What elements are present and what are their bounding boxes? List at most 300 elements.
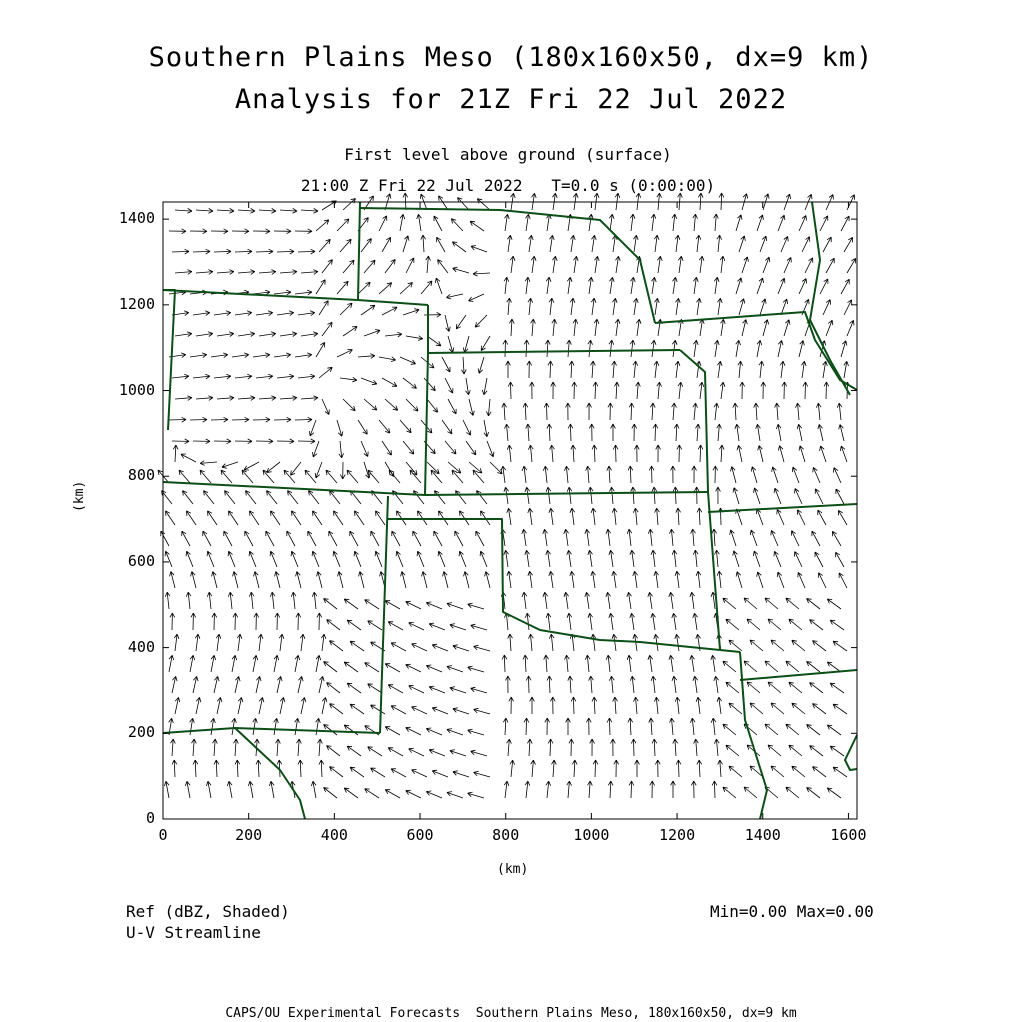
streamline-arrow	[776, 424, 781, 441]
streamline-arrow	[182, 531, 190, 546]
streamline-arrow	[612, 361, 617, 378]
streamline-arrow	[564, 592, 569, 609]
streamline-arrow	[474, 771, 490, 777]
streamline-arrow	[747, 682, 760, 693]
streamline-arrow	[756, 509, 763, 525]
streamline-arrow	[614, 760, 619, 777]
x-tick-label: 1400	[744, 826, 781, 844]
streamline-arrow	[438, 260, 448, 274]
streamline-arrow	[570, 508, 575, 525]
streamline-arrow	[343, 199, 356, 211]
streamline-arrow	[648, 529, 653, 546]
streamline-arrow	[507, 235, 512, 252]
streamline-arrow	[280, 208, 297, 213]
streamline-arrow	[391, 706, 406, 714]
streamline-arrow	[786, 787, 799, 798]
streamline-arrow	[502, 403, 507, 420]
streamline-arrow	[228, 592, 233, 609]
streamline-arrow	[235, 311, 252, 316]
streamline-arrow	[830, 746, 844, 756]
streamline-arrow	[815, 552, 823, 567]
streamline-arrow	[786, 661, 799, 672]
rio-grande	[235, 728, 305, 819]
streamline-layer	[158, 193, 856, 798]
streamline-arrow	[566, 403, 571, 420]
streamline-arrow	[196, 697, 201, 714]
streamline-arrow	[588, 214, 593, 231]
streamline-arrow	[711, 718, 716, 735]
streamline-arrow	[509, 319, 514, 336]
streamline-arrow	[630, 550, 635, 567]
streamline-arrow	[771, 530, 778, 546]
streamline-arrow	[566, 718, 571, 735]
streamline-arrow	[844, 300, 852, 315]
streamline-arrow	[791, 531, 799, 546]
streamline-arrow	[552, 319, 557, 336]
streamline-arrow	[448, 336, 454, 352]
y-tick-label: 0	[145, 809, 155, 827]
streamline-arrow	[693, 340, 698, 357]
streamline-arrow	[309, 420, 316, 436]
streamline-arrow	[443, 572, 448, 589]
streamline-arrow	[447, 792, 463, 798]
streamline-arrow	[298, 760, 303, 777]
streamline-arrow	[276, 739, 281, 756]
streamline-arrow	[501, 466, 506, 483]
kansas-missouri-line	[680, 350, 720, 650]
streamline-arrow	[674, 424, 679, 441]
streamline-arrow	[823, 361, 828, 378]
streamline-arrow	[547, 424, 552, 441]
streamline-arrow	[730, 530, 736, 546]
streamline-arrow	[164, 781, 169, 798]
streamline-arrow	[592, 697, 597, 714]
streamline-arrow	[190, 718, 195, 735]
streamline-arrow	[610, 277, 615, 294]
streamline-arrow	[655, 760, 660, 777]
streamline-arrow	[305, 470, 316, 483]
streamline-arrow	[543, 529, 548, 546]
streamline-arrow	[319, 676, 324, 693]
mississippi-river	[810, 202, 850, 395]
streamline-arrow	[461, 357, 466, 374]
streamline-arrow	[412, 770, 427, 778]
streamline-arrow	[340, 303, 352, 315]
streamline-arrow	[735, 424, 740, 441]
x-axis-label: (km)	[497, 862, 529, 877]
streamline-arrow	[358, 282, 370, 294]
streamline-arrow	[237, 634, 242, 651]
streamline-arrow	[445, 441, 456, 454]
streamline-arrow	[606, 655, 611, 672]
x-tick-label: 1200	[659, 826, 696, 844]
streamline-arrow	[344, 599, 358, 609]
streamline-arrow	[737, 445, 742, 462]
streamline-arrow	[232, 229, 249, 234]
streamline-arrow	[330, 767, 344, 777]
streamline-arrow	[549, 508, 554, 525]
streamline-arrow	[259, 396, 276, 401]
streamline-arrow	[453, 267, 469, 273]
streamline-arrow	[452, 242, 466, 252]
streamline-arrow	[526, 676, 531, 693]
streamline-arrow	[523, 403, 528, 420]
streamline-arrow	[571, 445, 576, 462]
streamline-arrow	[698, 445, 703, 462]
streamline-arrow	[651, 676, 656, 693]
streamline-arrow	[413, 531, 421, 546]
streamline-arrow	[170, 613, 175, 630]
streamline-arrow	[757, 278, 764, 294]
streamline-arrow	[442, 357, 450, 372]
streamline-arrow	[385, 790, 400, 798]
streamline-arrow	[672, 676, 677, 693]
streamline-arrow	[172, 760, 177, 777]
streamline-arrow	[807, 599, 820, 610]
streamline-arrow	[826, 258, 834, 273]
streamline-arrow	[733, 551, 739, 567]
streamline-arrow	[609, 676, 614, 693]
streamline-arrow	[274, 655, 279, 672]
streamline-arrow	[678, 382, 683, 399]
streamline-arrow	[403, 236, 409, 252]
streamline-arrow	[196, 270, 213, 275]
streamline-arrow	[453, 645, 469, 651]
streamline-arrow	[796, 403, 801, 420]
streamline-arrow	[322, 322, 332, 336]
streamline-arrow	[238, 332, 255, 337]
streamline-arrow	[456, 315, 466, 329]
streamline-arrow	[827, 725, 841, 735]
streamline-arrow	[657, 256, 662, 273]
streamline-arrow	[421, 281, 432, 294]
streamline-arrow	[327, 746, 340, 756]
streamline-arrow	[434, 531, 442, 546]
x-tick-label: 600	[406, 826, 434, 844]
streamline-arrow	[280, 270, 297, 275]
streamline-arrow	[271, 511, 281, 525]
streamline-arrow	[524, 718, 529, 735]
streamline-arrow	[470, 221, 484, 231]
new-mexico-south-line	[163, 728, 380, 733]
streamline-arrow	[712, 781, 717, 798]
streamline-arrow	[774, 551, 781, 567]
streamline-arrow	[448, 399, 456, 414]
streamline-arrow	[765, 661, 778, 672]
streamline-arrow	[733, 403, 738, 420]
streamline-arrow	[508, 634, 513, 651]
streamline-arrow	[841, 341, 847, 357]
streamline-arrow	[651, 550, 656, 567]
streamline-arrow	[344, 725, 358, 735]
streamline-arrow	[165, 551, 172, 567]
streamline-arrow	[736, 340, 741, 357]
streamline-arrow	[818, 424, 823, 441]
streamline-arrow	[609, 613, 614, 630]
streamline-arrow	[169, 229, 186, 234]
streamline-arrow	[190, 655, 195, 672]
streamline-arrow	[321, 634, 326, 651]
streamline-arrow	[720, 256, 725, 273]
streamline-arrow	[225, 491, 236, 504]
streamline-arrow	[406, 258, 414, 273]
streamline-arrow	[313, 511, 323, 525]
streamline-arrow	[756, 424, 761, 441]
streamline-arrow	[422, 572, 427, 589]
streamline-arrow	[526, 214, 531, 231]
streamline-arrow	[206, 781, 211, 798]
streamline-arrow	[227, 781, 232, 798]
streamline-arrow	[330, 641, 344, 651]
streamline-arrow	[389, 470, 400, 483]
streamline-arrow	[547, 214, 552, 231]
streamline-arrow	[385, 664, 400, 672]
streamline-arrow	[343, 399, 355, 411]
streamline-arrow	[388, 622, 403, 630]
streamline-arrow	[717, 424, 722, 441]
streamline-arrow	[450, 750, 466, 756]
streamline-arrow	[295, 353, 312, 358]
streamline-arrow	[471, 750, 487, 756]
streamline-arrow	[565, 655, 570, 672]
streamline-arrow	[245, 531, 253, 546]
streamline-arrow	[729, 640, 742, 651]
streamline-arrow	[432, 644, 448, 651]
streamline-arrow	[277, 676, 282, 693]
streamline-arrow	[635, 445, 640, 462]
streamline-arrow	[673, 487, 678, 504]
streamline-arrow	[406, 601, 421, 609]
streamline-arrow	[207, 551, 214, 567]
streamline-arrow	[316, 718, 321, 735]
streamline-arrow	[459, 551, 466, 567]
streamline-arrow	[412, 644, 427, 652]
streamline-arrow	[211, 417, 228, 422]
streamline-arrow	[435, 491, 446, 504]
streamline-arrow	[338, 572, 343, 589]
streamline-arrow	[426, 256, 431, 273]
streamline-arrow	[844, 361, 849, 378]
streamline-arrow	[801, 361, 806, 378]
streamline-arrow	[244, 462, 259, 470]
streamline-arrow	[174, 634, 179, 651]
streamline-arrow	[327, 683, 340, 693]
streamline-arrow	[585, 592, 590, 609]
streamline-arrow	[588, 340, 593, 357]
streamline-arrow	[718, 760, 723, 777]
streamline-arrow	[235, 760, 240, 777]
streamline-arrow	[669, 529, 674, 546]
streamline-arrow	[315, 462, 322, 478]
streamline-arrow	[736, 215, 742, 231]
streamline-arrow	[274, 417, 291, 422]
streamline-arrow	[699, 256, 704, 273]
streamline-arrow	[229, 511, 239, 525]
streamline-arrow	[347, 683, 361, 693]
streamline-arrow	[270, 592, 275, 609]
streamline-arrow	[403, 441, 414, 454]
streamline-arrow	[254, 613, 259, 630]
streamline-arrow	[699, 382, 704, 399]
streamline-arrow	[396, 551, 403, 567]
streamline-arrow	[700, 319, 705, 336]
streamline-arrow	[212, 572, 217, 589]
streamline-arrow	[504, 550, 509, 567]
streamline-arrow	[322, 697, 327, 714]
streamline-arrow	[525, 487, 530, 504]
streamline-arrow	[675, 697, 680, 714]
streamline-arrow	[354, 551, 361, 567]
streamline-arrow	[812, 531, 820, 546]
streamline-arrow	[200, 461, 217, 466]
streamline-arrow	[813, 767, 827, 777]
streamline-arrow	[546, 550, 551, 567]
streamline-arrow	[481, 336, 490, 351]
streamline-arrow	[313, 441, 320, 457]
streamline-arrow	[784, 320, 790, 336]
streamline-arrow	[438, 551, 445, 567]
streamline-arrow	[476, 531, 484, 546]
streamline-arrow	[214, 249, 231, 254]
streamline-arrow	[694, 739, 699, 756]
streamline-arrow	[317, 572, 322, 589]
level-subtitle: First level above ground (surface)	[344, 145, 672, 164]
streamline-arrow	[792, 766, 805, 777]
streamline-arrow	[588, 277, 593, 294]
streamline-arrow	[382, 378, 397, 386]
map-title-line1: Southern Plains Meso (180x160x50, dx=9 km)	[148, 42, 874, 73]
streamline-arrow	[781, 236, 788, 252]
streamline-arrow	[529, 235, 534, 252]
streamline-arrow	[171, 739, 176, 756]
streamline-arrow	[841, 216, 849, 231]
streamline-arrow	[233, 572, 238, 589]
streamline-arrow	[507, 508, 512, 525]
streamline-arrow	[358, 354, 375, 359]
streamline-arrow	[833, 641, 847, 651]
y-tick-label: 600	[127, 551, 155, 570]
streamline-arrow	[522, 529, 527, 546]
streamline-arrow	[591, 634, 596, 651]
streamline-arrow	[216, 634, 221, 651]
streamline-arrow	[480, 551, 487, 567]
streamline-arrow	[760, 299, 766, 315]
streamline-arrow	[298, 439, 315, 444]
streamline-arrow	[551, 382, 556, 399]
streamline-arrow	[429, 623, 445, 630]
streamline-arrow	[794, 552, 802, 567]
streamline-arrow	[301, 396, 318, 401]
streamline-arrow	[522, 592, 527, 609]
streamline-arrow	[753, 551, 760, 567]
streamline-arrow	[406, 727, 421, 735]
streamline-arrow	[690, 655, 695, 672]
streamline-arrow	[214, 311, 231, 316]
streamline-arrow	[834, 468, 842, 483]
streamline-arrow	[418, 511, 428, 525]
streamline-arrow	[775, 403, 780, 420]
streamline-arrow	[183, 491, 194, 504]
x-tick-label: 800	[492, 826, 520, 844]
streamline-arrow	[594, 319, 599, 336]
streamline-arrow	[274, 718, 279, 735]
streamline-arrow	[754, 488, 760, 504]
y-tick-label: 200	[127, 723, 155, 742]
streamline-arrow	[300, 634, 305, 651]
streamline-arrow	[339, 441, 344, 458]
streamline-arrow	[400, 214, 405, 231]
streamline-arrow	[777, 572, 784, 588]
streamline-arrow	[217, 396, 234, 401]
streamline-arrow	[503, 340, 508, 357]
streamline-arrow	[613, 445, 618, 462]
streamline-arrow	[789, 745, 802, 756]
streamline-arrow	[203, 531, 211, 546]
streamline-arrow	[736, 278, 742, 294]
streamline-arrow	[406, 664, 421, 672]
streamline-arrow	[287, 531, 295, 546]
streamline-arrow	[458, 198, 470, 211]
streamline-arrow	[589, 424, 594, 441]
streamline-arrow	[569, 361, 574, 378]
streamline-arrow	[301, 697, 306, 714]
streamline-arrow	[544, 655, 549, 672]
streamline-arrow	[693, 550, 698, 567]
streamline-arrow	[179, 470, 190, 483]
streamline-arrow	[253, 718, 258, 735]
streamline-arrow	[827, 788, 841, 798]
streamline-arrow	[593, 760, 598, 777]
streamline-arrow	[729, 703, 742, 714]
streamline-arrow	[587, 403, 592, 420]
streamline-arrow	[810, 746, 823, 756]
streamline-arrow	[847, 258, 856, 273]
streamline-arrow	[714, 676, 719, 693]
streamline-arrow	[388, 748, 403, 756]
streamline-arrow	[181, 454, 196, 462]
streamline-arrow	[406, 399, 418, 411]
streamline-arrow	[246, 491, 257, 504]
streamline-arrow	[450, 687, 466, 693]
streamline-arrow	[736, 572, 742, 588]
utah-colorado-line	[358, 202, 360, 300]
streamline-arrow	[475, 315, 487, 327]
streamline-arrow	[486, 399, 491, 416]
streamline-arrow	[217, 332, 234, 337]
streamline-arrow	[358, 420, 367, 434]
streamline-arrow	[193, 249, 210, 254]
streamline-arrow	[765, 724, 778, 735]
streamline-arrow	[170, 572, 175, 589]
streamline-arrow	[676, 760, 681, 777]
streamline-arrow	[359, 572, 364, 589]
streamline-arrow	[810, 620, 823, 630]
streamline-arrow	[807, 725, 820, 736]
streamline-arrow	[343, 326, 357, 336]
streamline-arrow	[543, 592, 548, 609]
streamline-arrow	[409, 748, 424, 756]
streamline-arrow	[608, 403, 613, 420]
streamline-arrow	[221, 470, 232, 483]
streamline-arrow	[771, 640, 784, 651]
streamline-arrow	[379, 216, 387, 231]
streamline-arrow	[280, 332, 297, 337]
streamline-arrow	[672, 550, 677, 567]
streamline-arrow	[744, 598, 757, 609]
streamline-arrow	[412, 707, 427, 715]
streamline-arrow	[714, 403, 719, 420]
streamline-arrow	[277, 439, 294, 444]
